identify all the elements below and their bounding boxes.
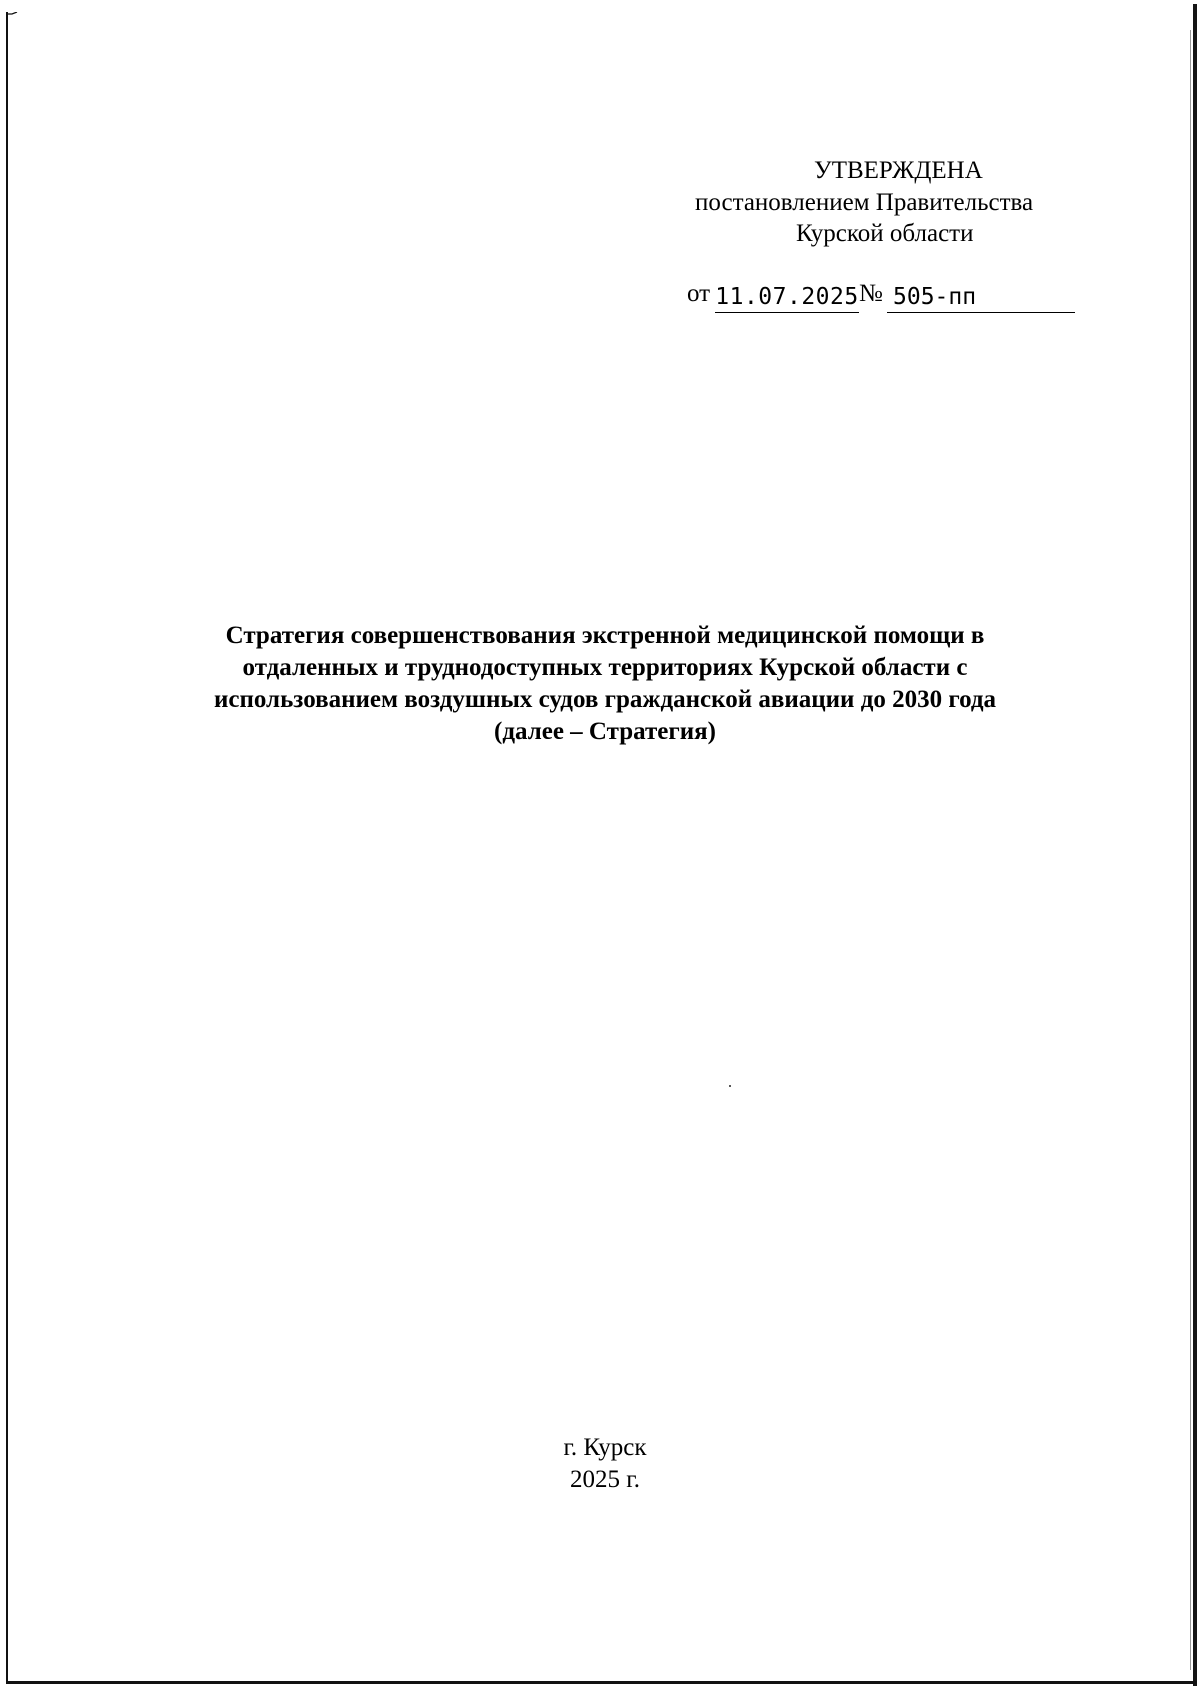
document-title [150, 620, 1060, 748]
footer-city: г. Курск [563, 1434, 647, 1461]
corner-tick-icon [6, 12, 18, 20]
order-number-sign: № [859, 280, 883, 307]
order-date: 11.07.2025 [715, 282, 859, 313]
title-line-2: отдаленных и труднодоступных территориях Курской области с [242, 654, 968, 681]
title-line-4: (далее – Стратегия) [494, 718, 716, 745]
approval-issuer-line1: постановлением Правительства [695, 189, 1034, 216]
title-line-3: использованием воздушных судов гражданской авиации до 2030 года [213, 686, 997, 713]
scan-speck [729, 1085, 731, 1087]
order-date-prefix: от [687, 280, 711, 307]
title-line-1: Стратегия совершенствования экстренной медицинской помощи в [225, 622, 985, 649]
scan-edge-left [6, 12, 8, 1682]
scan-edge-right-shadow [1190, 30, 1191, 1670]
scan-edge-right [1193, 4, 1197, 1686]
place-and-year [450, 1432, 760, 1496]
approval-issuer-line2: Курской области [796, 220, 974, 247]
order-number: 505-пп [887, 282, 1075, 313]
footer-year: 2025 г. [570, 1466, 640, 1493]
approval-status: УТВЕРЖДЕНА [814, 157, 983, 184]
scan-edge-bottom [6, 1681, 1197, 1684]
